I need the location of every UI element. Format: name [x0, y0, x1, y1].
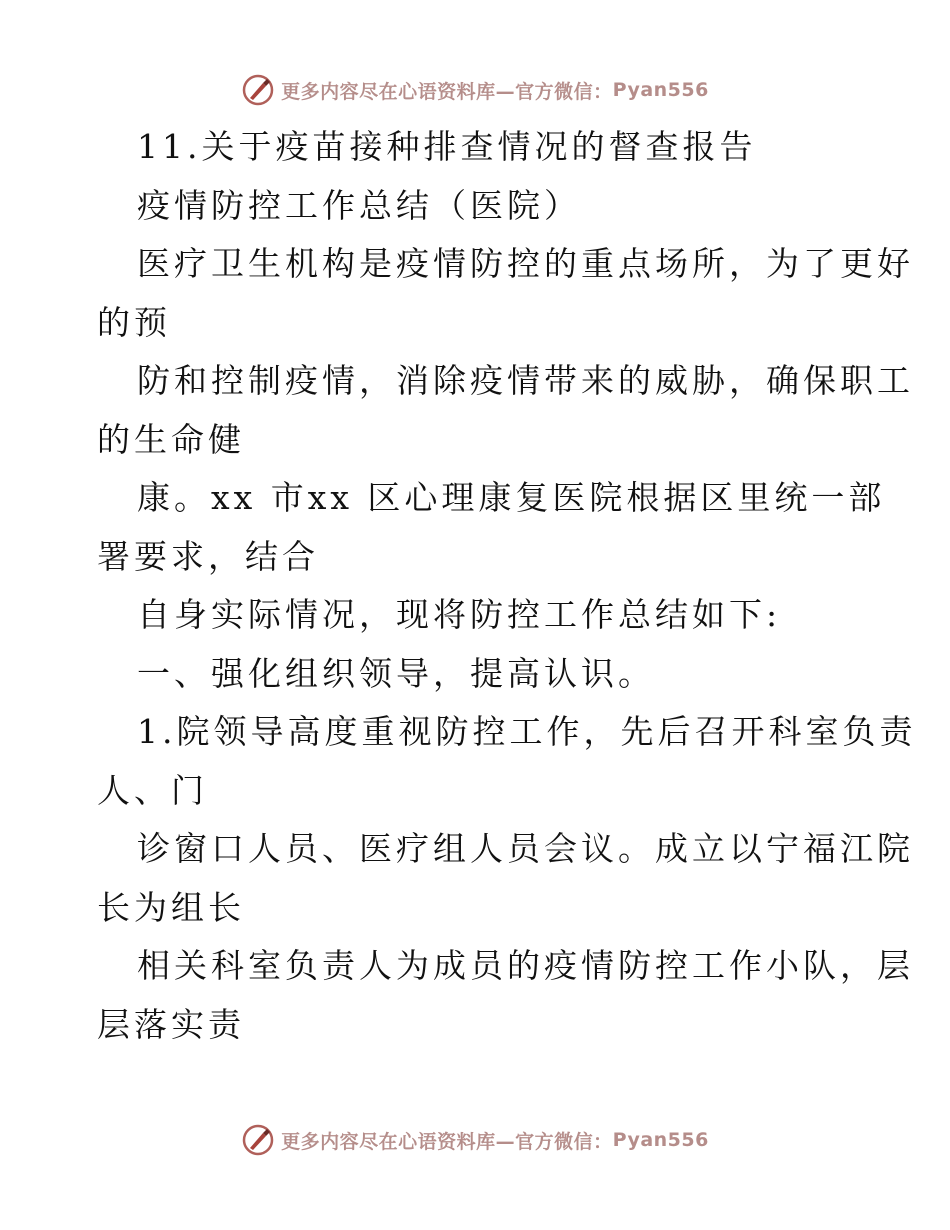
document-body [97, 118, 917, 1054]
doc-title: 11.关于疫苗接种排查情况的督查报告 [137, 127, 757, 166]
paragraph-line: 署要求，结合 [97, 536, 319, 576]
header-watermark [0, 68, 950, 112]
watermark-text: 更多内容尽在心语资料库— [281, 80, 516, 103]
pen-logo-icon [241, 73, 275, 107]
paragraph-line: 人、门 [97, 770, 208, 810]
wechat-id: Pyan556 [612, 1129, 709, 1151]
paragraph-line: 1.院领导高度重视防控工作，先后召开科室负责 [137, 712, 917, 751]
wechat-label: 官方微信： [515, 80, 613, 103]
paragraph-line: 的生命健 [97, 419, 245, 459]
wechat-id: Pyan556 [612, 79, 709, 101]
section-heading: 一、强化组织领导，提高认识。 [137, 653, 655, 693]
paragraph-line: 自身实际情况，现将防控工作总结如下: [137, 595, 782, 634]
doc-subtitle: 疫情防控工作总结（医院） [137, 185, 581, 225]
paragraph-line: 长为组长 [97, 887, 245, 927]
paragraph-line: 医疗卫生机构是疫情防控的重点场所，为了更好 [137, 244, 914, 283]
pen-logo-icon [241, 1123, 275, 1157]
paragraph-line: 相关科室负责人为成员的疫情防控工作小队，层 [137, 946, 914, 985]
paragraph-line: 的预 [97, 302, 171, 342]
paragraph-line: 康。xx 市xx 区心理康复医院根据区里统一部 [137, 478, 886, 517]
wechat-label: 官方微信： [515, 1130, 613, 1153]
footer-watermark [0, 1118, 950, 1162]
paragraph-line: 层落实责 [97, 1004, 245, 1044]
paragraph-line: 防和控制疫情，消除疫情带来的威胁，确保职工 [137, 361, 914, 400]
watermark-text: 更多内容尽在心语资料库— [281, 1130, 516, 1153]
paragraph-line: 诊窗口人员、医疗组人员会议。成立以宁福江院 [137, 829, 914, 868]
